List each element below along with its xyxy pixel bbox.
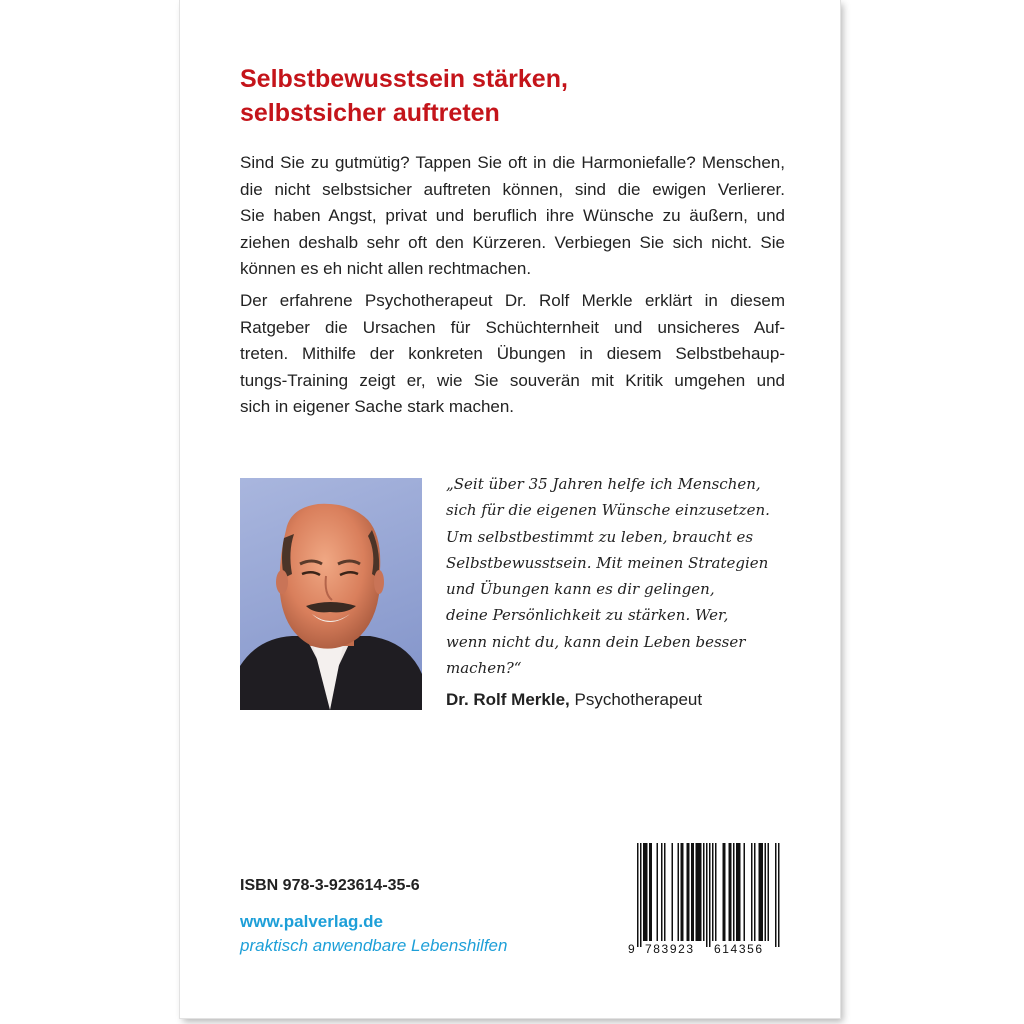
description-line: treten. Mithilfe der konkreten Übungen in diesem Selbstbehaup- [240, 344, 785, 363]
intro-paragraph [240, 150, 785, 283]
barcode-bar [699, 843, 701, 941]
barcode-bar [678, 843, 680, 941]
description-paragraph [240, 288, 785, 421]
barcode-bar [759, 843, 761, 941]
quote-line: deine Persönlichkeit zu stärken. Wer, [446, 606, 729, 625]
barcode-bar [751, 843, 753, 941]
barcode-bar [760, 843, 762, 941]
barcode-bar [706, 843, 708, 947]
cover-headline [240, 62, 800, 130]
barcode-bar [688, 843, 690, 941]
intro-line: können es eh nicht allen rechtmachen. [240, 259, 532, 278]
barcode-bar [768, 843, 770, 941]
barcode-bar [775, 843, 777, 947]
barcode-bar [765, 843, 767, 941]
barcode-bar [762, 843, 764, 941]
intro-line: die nicht selbstsicher auftreten können, sind die ewigen Verlierer. [240, 179, 785, 199]
isbn-number: ISBN 978-3-923614-35-6 [240, 877, 420, 894]
barcode-bar [691, 843, 693, 941]
barcode-bar [649, 843, 651, 941]
quote-line: und Übungen kann es dir gelingen, [446, 580, 715, 599]
barcode-bar [645, 843, 647, 941]
barcode-first-digit: 9 [628, 942, 637, 956]
barcode-bar [733, 843, 735, 941]
barcode-bar [672, 843, 674, 941]
barcode-bar [651, 843, 653, 941]
barcode-bar [646, 843, 648, 941]
barcode-bars [628, 843, 780, 947]
intro-line: Sind Sie zu gutmütig? Tappen Sie oft in die Harmoniefalle? Menschen, [240, 153, 785, 172]
barcode-bar [712, 843, 714, 941]
barcode-bar [687, 843, 689, 941]
barcode-bar [730, 843, 732, 941]
headline-line: selbstsicher auftreten [240, 99, 500, 127]
barcode-bar [739, 843, 741, 941]
description-line: tungs-Training zeigt er, wie Sie souverän mit Kritik umgehen und [240, 370, 785, 390]
publisher-tagline: praktisch anwendbare Lebenshilfen [240, 936, 508, 955]
barcode-bar [736, 843, 738, 941]
author-role: Psychotherapeut [569, 690, 703, 709]
book-back-cover [180, 0, 840, 1018]
barcode-bar [661, 843, 663, 941]
author-name: Dr. Rolf Merkle, [446, 690, 570, 709]
barcode-bar [729, 843, 731, 941]
barcode-bar [664, 843, 666, 941]
barcode-bar [744, 843, 746, 941]
barcode-bar [723, 843, 725, 941]
barcode-bar [778, 843, 780, 947]
quote-line: Um selbstbestimmt zu leben, braucht es [446, 527, 754, 546]
author-credit [446, 690, 702, 710]
description-line: sich in eigener Sache stark machen. [240, 397, 515, 416]
quote-line: sich für die eigenen Wünsche einzusetzen. [446, 501, 770, 520]
quote-line: Selbstbewusstsein. Mit meinen Strategien [446, 553, 769, 572]
headline-line: Selbstbewusstsein stärken, [240, 65, 568, 93]
author-quote [446, 471, 796, 681]
intro-line: ziehen deshalb sehr oft den Kürzeren. Verbiegen Sie sich nicht. Sie [240, 232, 785, 252]
barcode-bar [715, 843, 717, 941]
barcode-bar [754, 843, 756, 941]
intro-line: Sie haben Angst, privat und beruflich ihre Wünsche zu äußern, und [240, 206, 785, 225]
barcode-bar [693, 843, 695, 941]
barcode-left-group: 783923 [645, 942, 695, 956]
barcode-bar [738, 843, 740, 941]
publisher-website-link[interactable]: www.palverlag.de [240, 912, 383, 931]
barcode-bar [724, 843, 726, 941]
barcode-bar [700, 843, 702, 941]
barcode-bar [657, 843, 659, 941]
ean-barcode [628, 843, 780, 967]
description-line: Ratgeber die Ursachen für Schüchternheit und unsicheres Auf- [240, 317, 785, 337]
barcode-bar [682, 843, 684, 941]
barcode-bar [640, 843, 642, 947]
barcode-right-group: 614356 [714, 942, 764, 956]
barcode-bar [697, 843, 699, 941]
quote-line: wenn nicht du, kann dein Leben besser [446, 632, 746, 651]
author-photo [240, 478, 422, 710]
barcode-bar [703, 843, 705, 941]
barcode-bar [637, 843, 639, 947]
quote-line: „Seit über 35 Jahren helfe ich Menschen, [446, 475, 761, 493]
barcode-digits [628, 942, 780, 962]
description-line: Der erfahrene Psychotherapeut Dr. Rolf Merkle erklärt in diesem [240, 291, 785, 310]
barcode-bar [696, 843, 698, 941]
barcode-bar [643, 843, 645, 941]
barcode-bar [709, 843, 711, 947]
quote-line: machen?“ [446, 659, 522, 678]
barcode-bar [681, 843, 683, 941]
